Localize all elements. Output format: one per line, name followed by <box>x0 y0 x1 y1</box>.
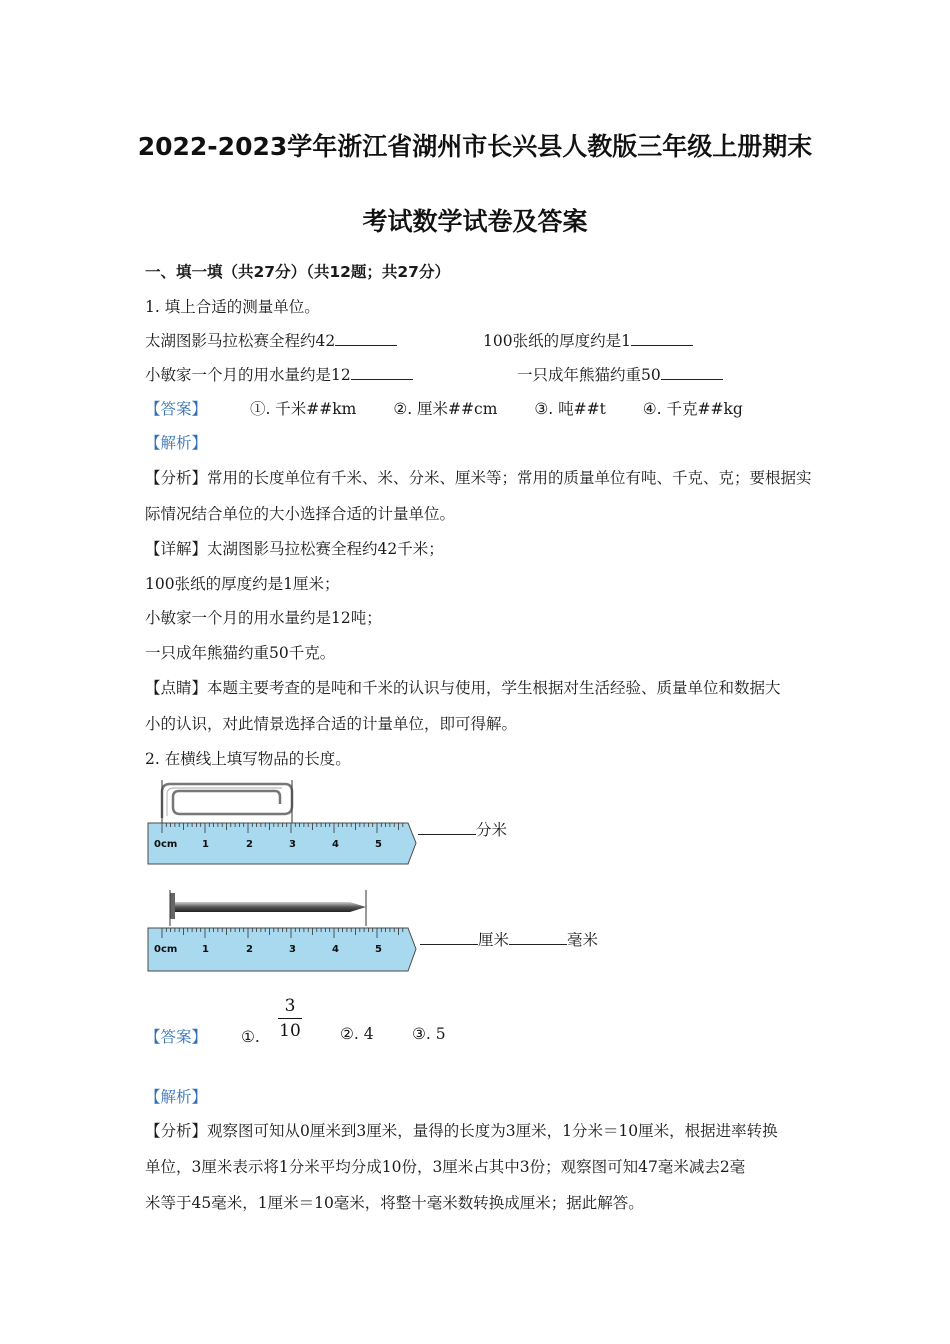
ruler-label-0: 0cm <box>154 839 178 850</box>
ruler-label-2: 2 <box>246 944 253 955</box>
answer-3: ③. 5 <box>412 1025 446 1043</box>
question-1-item-d <box>517 363 723 385</box>
answer-2: ②. 4 <box>340 1025 374 1043</box>
detail-text-3: 小敏家一个月的用水量约是12吨； <box>145 609 382 627</box>
item-c-text: 小敏家一个月的用水量约是12 <box>145 366 351 384</box>
ruler-label-2: 2 <box>246 839 253 850</box>
ruler-label-3: 3 <box>289 944 296 955</box>
dianjing-text-2: 小的认识，对此情景选择合适的计量单位，即可得解。 <box>145 715 518 733</box>
answer-4: ④. 千克##kg <box>642 400 743 418</box>
detail-text-1: 【详解】太湖图影马拉松赛全程约42千米； <box>145 540 444 558</box>
item-b-text: 100张纸的厚度约是1 <box>483 332 631 350</box>
fraction-numerator: 3 <box>284 996 296 1016</box>
ruler-label-3: 3 <box>289 839 296 850</box>
answer-1-prefix: ①. <box>241 1028 260 1046</box>
answer-blank <box>509 930 567 945</box>
answer-blank <box>420 930 478 945</box>
fraction-bar <box>278 1018 302 1019</box>
ruler-label-1: 1 <box>202 944 209 955</box>
analysis-text-3: 米等于45毫米，1厘米＝10毫米，将整十毫米数转换成厘米；据此解答。 <box>145 1194 644 1212</box>
analysis-label: 【解析】 <box>145 434 208 452</box>
unit-mm: 毫米 <box>567 931 599 949</box>
answer-blank <box>351 365 413 380</box>
analysis-text-2: 际情况结合单位的大小选择合适的计量单位。 <box>145 505 456 523</box>
paperclip-ruler-figure <box>140 780 430 870</box>
answer-3: ③. 吨##t <box>534 400 606 418</box>
ruler <box>148 823 416 864</box>
answer-1-fraction <box>278 995 302 1042</box>
question-1-item-c <box>145 363 413 385</box>
answer-blank <box>631 331 693 346</box>
analysis-label: 【解析】 <box>145 1088 208 1106</box>
answer-blank <box>335 331 397 346</box>
nail-ruler-figure <box>140 888 430 978</box>
answer-2: ②. 厘米##cm <box>393 400 498 418</box>
figure-2-answer <box>420 928 598 950</box>
detail-text-4: 一只成年熊猫约重50千克。 <box>145 644 336 662</box>
answer-blank <box>418 820 476 835</box>
dianjing-text-1: 【点睛】本题主要考查的是吨和千米的认识与使用，学生根据对生活经验、质量单位和数据大 <box>145 679 781 697</box>
section-heading: 一、填一填（共27分）（共12题；共27分） <box>145 263 450 281</box>
question-1-answer <box>145 397 775 419</box>
nail-icon <box>170 893 366 919</box>
unit-dm: 分米 <box>476 821 508 839</box>
ruler-label-1: 1 <box>202 839 209 850</box>
analysis-text-1: 【分析】常用的长度单位有千米、米、分米、厘米等；常用的质量单位有吨、千克、克；要根据实 <box>145 469 812 487</box>
answer-blank <box>661 365 723 380</box>
question-1-item-a <box>145 329 397 351</box>
question-1-item-b <box>483 329 693 351</box>
ruler-label-4: 4 <box>332 944 339 955</box>
ruler-label-4: 4 <box>332 839 339 850</box>
analysis-text-1: 【分析】观察图可知从0厘米到3厘米，量得的长度为3厘米，1分米＝10厘米，根据进率转换 <box>145 1122 778 1140</box>
detail-text-2: 100张纸的厚度约是1厘米； <box>145 575 340 593</box>
answer-label: 【答案】 <box>145 1028 208 1046</box>
figure-1-answer <box>418 818 507 840</box>
ruler-label-5: 5 <box>375 839 382 850</box>
question-2-answer <box>145 1025 260 1047</box>
question-2-stem: 2. 在横线上填写物品的长度。 <box>145 750 351 768</box>
ruler <box>148 928 416 971</box>
fraction-denominator: 10 <box>279 1021 301 1041</box>
item-a-text: 太湖图影马拉松赛全程约42 <box>145 332 336 350</box>
answer-1: ①. 千米##km <box>249 400 357 418</box>
unit-cm: 厘米 <box>478 931 510 949</box>
ruler-label-5: 5 <box>375 944 382 955</box>
page-title-line1: 2022-2023学年浙江省湖州市长兴县人教版三年级上册期末 <box>137 132 813 161</box>
paperclip-icon <box>162 784 292 818</box>
answer-label: 【答案】 <box>145 400 208 418</box>
item-d-text: 一只成年熊猫约重50 <box>517 366 661 384</box>
question-1-stem: 1. 填上合适的测量单位。 <box>145 298 320 316</box>
analysis-text-2: 单位，3厘米表示将1分米平均分成10份，3厘米占其中3份；观察图可知47毫米减去2毫 <box>145 1158 746 1176</box>
page-title-line2: 考试数学试卷及答案 <box>362 207 588 236</box>
ruler-label-0: 0cm <box>154 944 178 955</box>
